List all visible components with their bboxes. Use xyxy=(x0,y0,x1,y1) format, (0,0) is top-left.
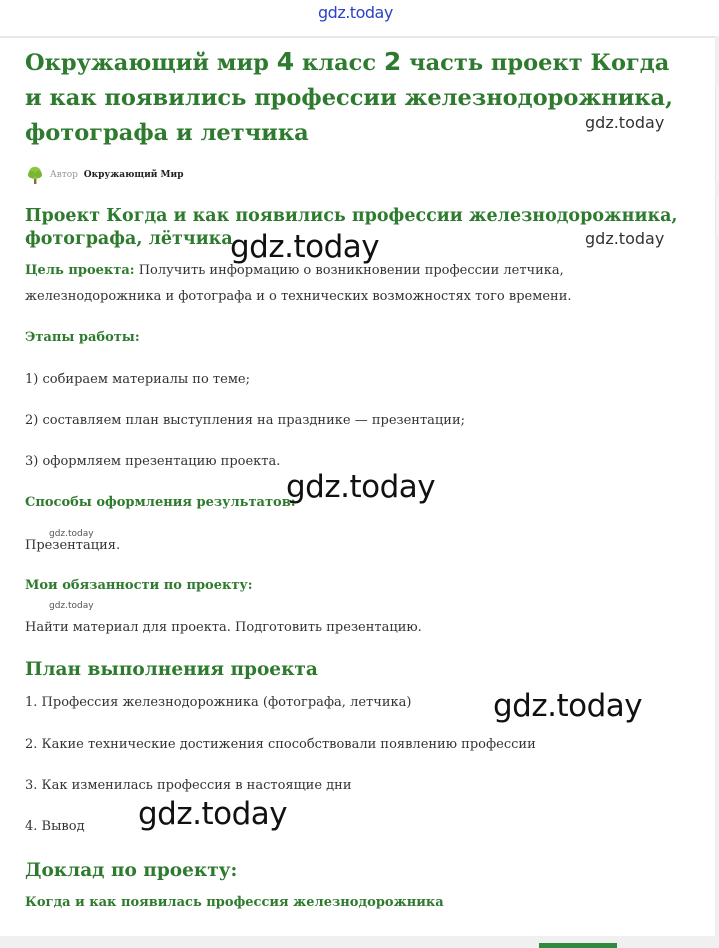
top-watermark: gdz.today xyxy=(318,3,393,22)
top-divider xyxy=(0,36,719,38)
article-subtitle: Проект Когда и как появились профессии железнодорожника, фотографа, лётчика xyxy=(25,206,678,249)
bottom-bar xyxy=(0,936,719,948)
right-sidebar-edge xyxy=(715,36,719,936)
list-item: 3. Как изменилась профессия в настоящие дни xyxy=(25,778,352,793)
author-name[interactable]: Окружающий Мир xyxy=(83,170,184,180)
author-line xyxy=(25,165,184,187)
bottom-accent xyxy=(539,943,617,948)
list-item: 1) собираем материалы по теме; xyxy=(25,372,250,387)
page-title: Окружающий мир 4 класс 2 часть проект Когда и как появились профессии железнодорожника, фотографа и летчика xyxy=(25,47,673,146)
watermark: gdz.today xyxy=(138,796,288,832)
watermark: gdz.today xyxy=(585,113,665,132)
list-item: 2. Какие технические достижения способствовали появлению профессии xyxy=(25,737,536,752)
list-item: 4. Вывод xyxy=(25,819,85,834)
goal-label: Цель проекта: xyxy=(25,263,135,278)
watermark: gdz.today xyxy=(286,469,436,505)
list-item: 1. Профессия железнодорожника (фотографа, летчика) xyxy=(25,695,412,710)
author-label: Автор xyxy=(49,170,78,180)
top-bar xyxy=(0,0,719,38)
goal-text-line2: железнодорожника и фотографа и о технических возможностях того времени. xyxy=(25,289,572,304)
watermark: gdz.today xyxy=(585,229,665,248)
report-subheading: Когда и как появилась профессия железнодорожника xyxy=(25,895,444,910)
goal-text: Получить информацию о возникновении профессии летчика, xyxy=(134,263,564,278)
article-header xyxy=(25,44,680,151)
watermark: gdz.today xyxy=(230,229,380,265)
list-item: 2) составляем план выступления на празднике — презентации; xyxy=(25,413,465,428)
sidebar-block xyxy=(715,86,719,182)
sidebar-block xyxy=(715,196,719,236)
plan-heading: План выполнения проекта xyxy=(25,659,318,680)
results-text: Презентация. xyxy=(25,538,121,553)
report-heading: Доклад по проекту: xyxy=(25,860,238,881)
results-label: Способы оформления результатов: xyxy=(25,495,296,510)
duties-label: Мои обязанности по проекту: xyxy=(25,578,253,593)
stages-label: Этапы работы: xyxy=(25,330,140,345)
duties-text: Найти материал для проекта. Подготовить презентацию. xyxy=(25,620,422,635)
watermark: gdz.today xyxy=(493,688,643,724)
watermark: gdz.today xyxy=(49,529,94,539)
tree-icon xyxy=(25,165,45,185)
watermark: gdz.today xyxy=(49,601,94,611)
list-item: 3) оформляем презентацию проекта. xyxy=(25,454,281,469)
